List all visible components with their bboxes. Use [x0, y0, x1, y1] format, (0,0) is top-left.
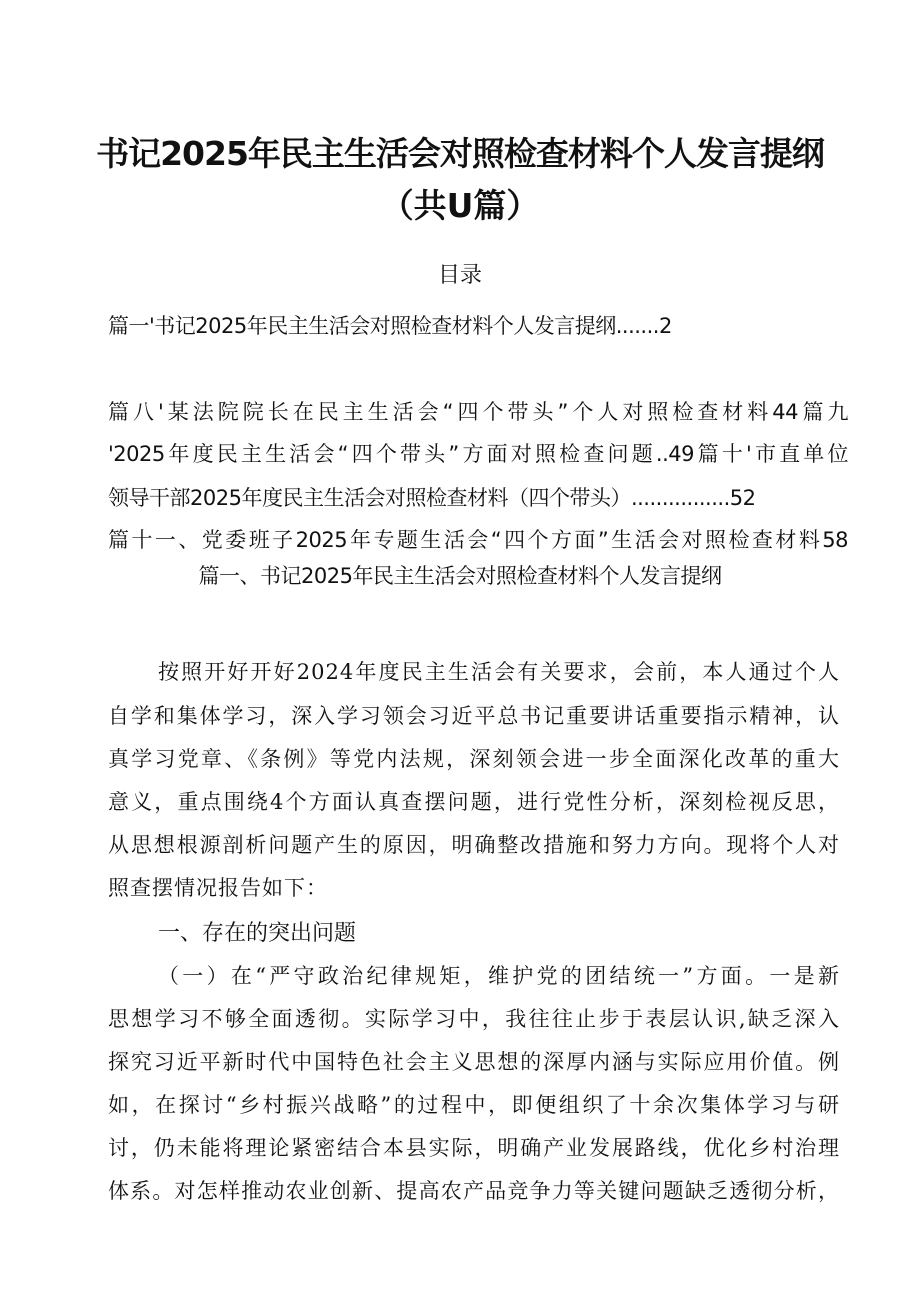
subheading: 一、存在的突出问题 — [158, 921, 357, 946]
section-title: 篇一、书记2025年民主生活会对照检查材料个人发言提纲 — [198, 564, 722, 588]
paragraph-line: 真学习党章、《条例》等党内法规，深刻领会进一步全面深化改革的重大 — [108, 747, 840, 771]
paragraph-line: （一）在“严守政治纪律规矩，维护党的团结统一”方面。一是新 — [158, 964, 840, 988]
document-title-line-1: 书记2025年民主生活会对照检查材料个人发言提纲 — [96, 134, 824, 173]
paragraph-line: 如，在探讨“乡村振兴战略”的过程中，即便组织了十余次集体学习与研 — [108, 1093, 840, 1117]
paragraph-line: 意义，重点围绕4个方面认真查摆问题，进行党性分析，深刻检视反思， — [108, 790, 840, 814]
paragraph-line: 讨，仍未能将理论紧密结合本县实际，明确产业发展路线，优化乡村治理 — [108, 1136, 840, 1160]
paragraph-line: 自学和集体学习，深入学习领会习近平总书记重要讲话重要指示精神，认 — [108, 704, 840, 728]
paragraph-line: 从思想根源剖析问题产生的原因，明确整改措施和努力方向。现将个人对 — [108, 833, 840, 857]
document-title-line-2: （共U篇） — [380, 186, 540, 225]
toc-heading: 目录 — [437, 263, 482, 288]
toc-entry[interactable]: '2025年度民主生活会“四个带头”方面对照检查问题..49篇十'市直单位 — [108, 442, 848, 466]
toc-entry[interactable]: 篇一'书记2025年民主生活会对照检查材料个人发言提纲.......2 — [108, 314, 672, 338]
paragraph-line: 照查摆情况报告如下： — [108, 876, 328, 900]
toc-entry[interactable]: 领导干部2025年度民主生活会对照检查材料（四个带头）................52 — [108, 486, 756, 510]
toc-entry[interactable]: 篇八'某法院院长在民主生活会“四个带头”个人对照检查材料44篇九 — [108, 400, 848, 424]
paragraph-line: 体系。对怎样推动农业创新、提高农产品竞争力等关键问题缺乏透彻分析， — [108, 1179, 840, 1203]
paragraph-line: 按照开好开好2024年度民主生活会有关要求，会前，本人通过个人 — [158, 660, 840, 684]
paragraph-line: 思想学习不够全面透彻。实际学习中，我往往止步于表层认识,缺乏深入 — [108, 1007, 840, 1031]
paragraph-line: 探究习近平新时代中国特色社会主义思想的深厚内涵与实际应用价值。例 — [108, 1050, 840, 1074]
toc-entry[interactable]: 篇十一、党委班子2025年专题生活会“四个方面”生活会对照检查材料58 — [108, 528, 848, 552]
